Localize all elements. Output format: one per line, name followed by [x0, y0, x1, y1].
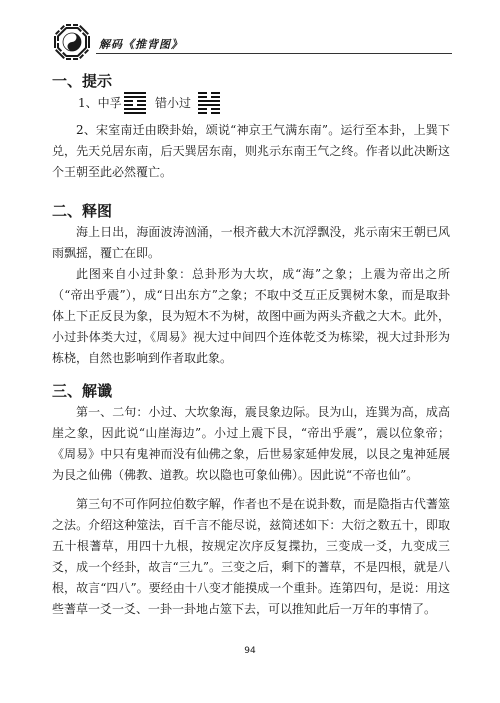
hint-paragraph-2: 2、宋室南迁由睽卦始，颂说“神京王气满东南”。运行至本卦，上巽下兑，先天兑居东南，后天巽居东南，则兆示东南王气之终。作者以此决断这个王朝至此必然覆亡。 [52, 123, 450, 179]
image-explanation-paragraph-2: 此图来自小过卦象：总卦形为大坎，成“海”之象；上震为帝出之所（“帝出乎震”），成“日出东方”之象；不取中爻互正反巽树木象，而是取卦体上下正反艮为象，艮为短木不为树，故图中画为两头齐截之大木。此外，小过卦体类大过，《周易》视大过中间四个连体乾爻为栋梁，视大过卦形为栋桡，自然也影响到作者取此象。 [52, 267, 450, 365]
prophecy-paragraph-2: 第三句不可作阿拉伯数字解，作者也不是在说卦数，而是隐指古代蓍筮之法。介绍这种筮法，百千言不能尽说，兹简述如下：大衍之数五十，即取五十根蓍草，用四十九根，按规定次序反复揲扐，三变成一爻，九变成三爻，成一个经卦，故言“三九”。三变之后，剩下的蓍草，不是四根，就是八根，故言“四八”。要经由十八变才能摸成一个重卦。连第四句，是说：用这些蓍草一爻一爻、一卦一卦地占筮下去，可以推知此后一万年的事情了。 [52, 497, 450, 616]
prophecy-paragraph-1: 第一、二句：小过、大坎象海，震艮象边际。艮为山，连巽为高，成高崖之象，因此说“山崖海边”。小过上震下艮，“帝出乎震”，震以位象帝；《周易》中只有鬼神而没有仙佛之象，后世易家延伸发展，以艮之鬼神延展为艮之仙佛（佛教、道教。坎以隐也可象仙佛）。因此说“不帝也仙”。 [52, 405, 450, 482]
page-header [52, 22, 452, 66]
image-explanation-paragraph-1: 海上日出，海面波涛汹涌，一根齐截大木沉浮飘没，兆示南宋王朝已风雨飘摇，覆亡在即。 [52, 225, 450, 260]
section-title-hints: 一、提示 [52, 72, 113, 90]
taiji-bagua-icon [52, 22, 92, 62]
header-title: 解码《推背图》 [99, 38, 183, 51]
section-title-prophecy-decoding: 三、解谶 [52, 382, 113, 400]
hexagram-label-zhongfu: 1、中孚 [78, 96, 122, 110]
hexagram-label-xiaoguo: 错小过 [155, 96, 192, 110]
zhongfu-hexagram-icon [124, 91, 146, 115]
page-number: 94 [244, 646, 256, 656]
header-rule [96, 53, 452, 54]
xiaoguo-hexagram-icon [198, 91, 220, 115]
section-title-image-explanation: 二、释图 [52, 202, 113, 220]
